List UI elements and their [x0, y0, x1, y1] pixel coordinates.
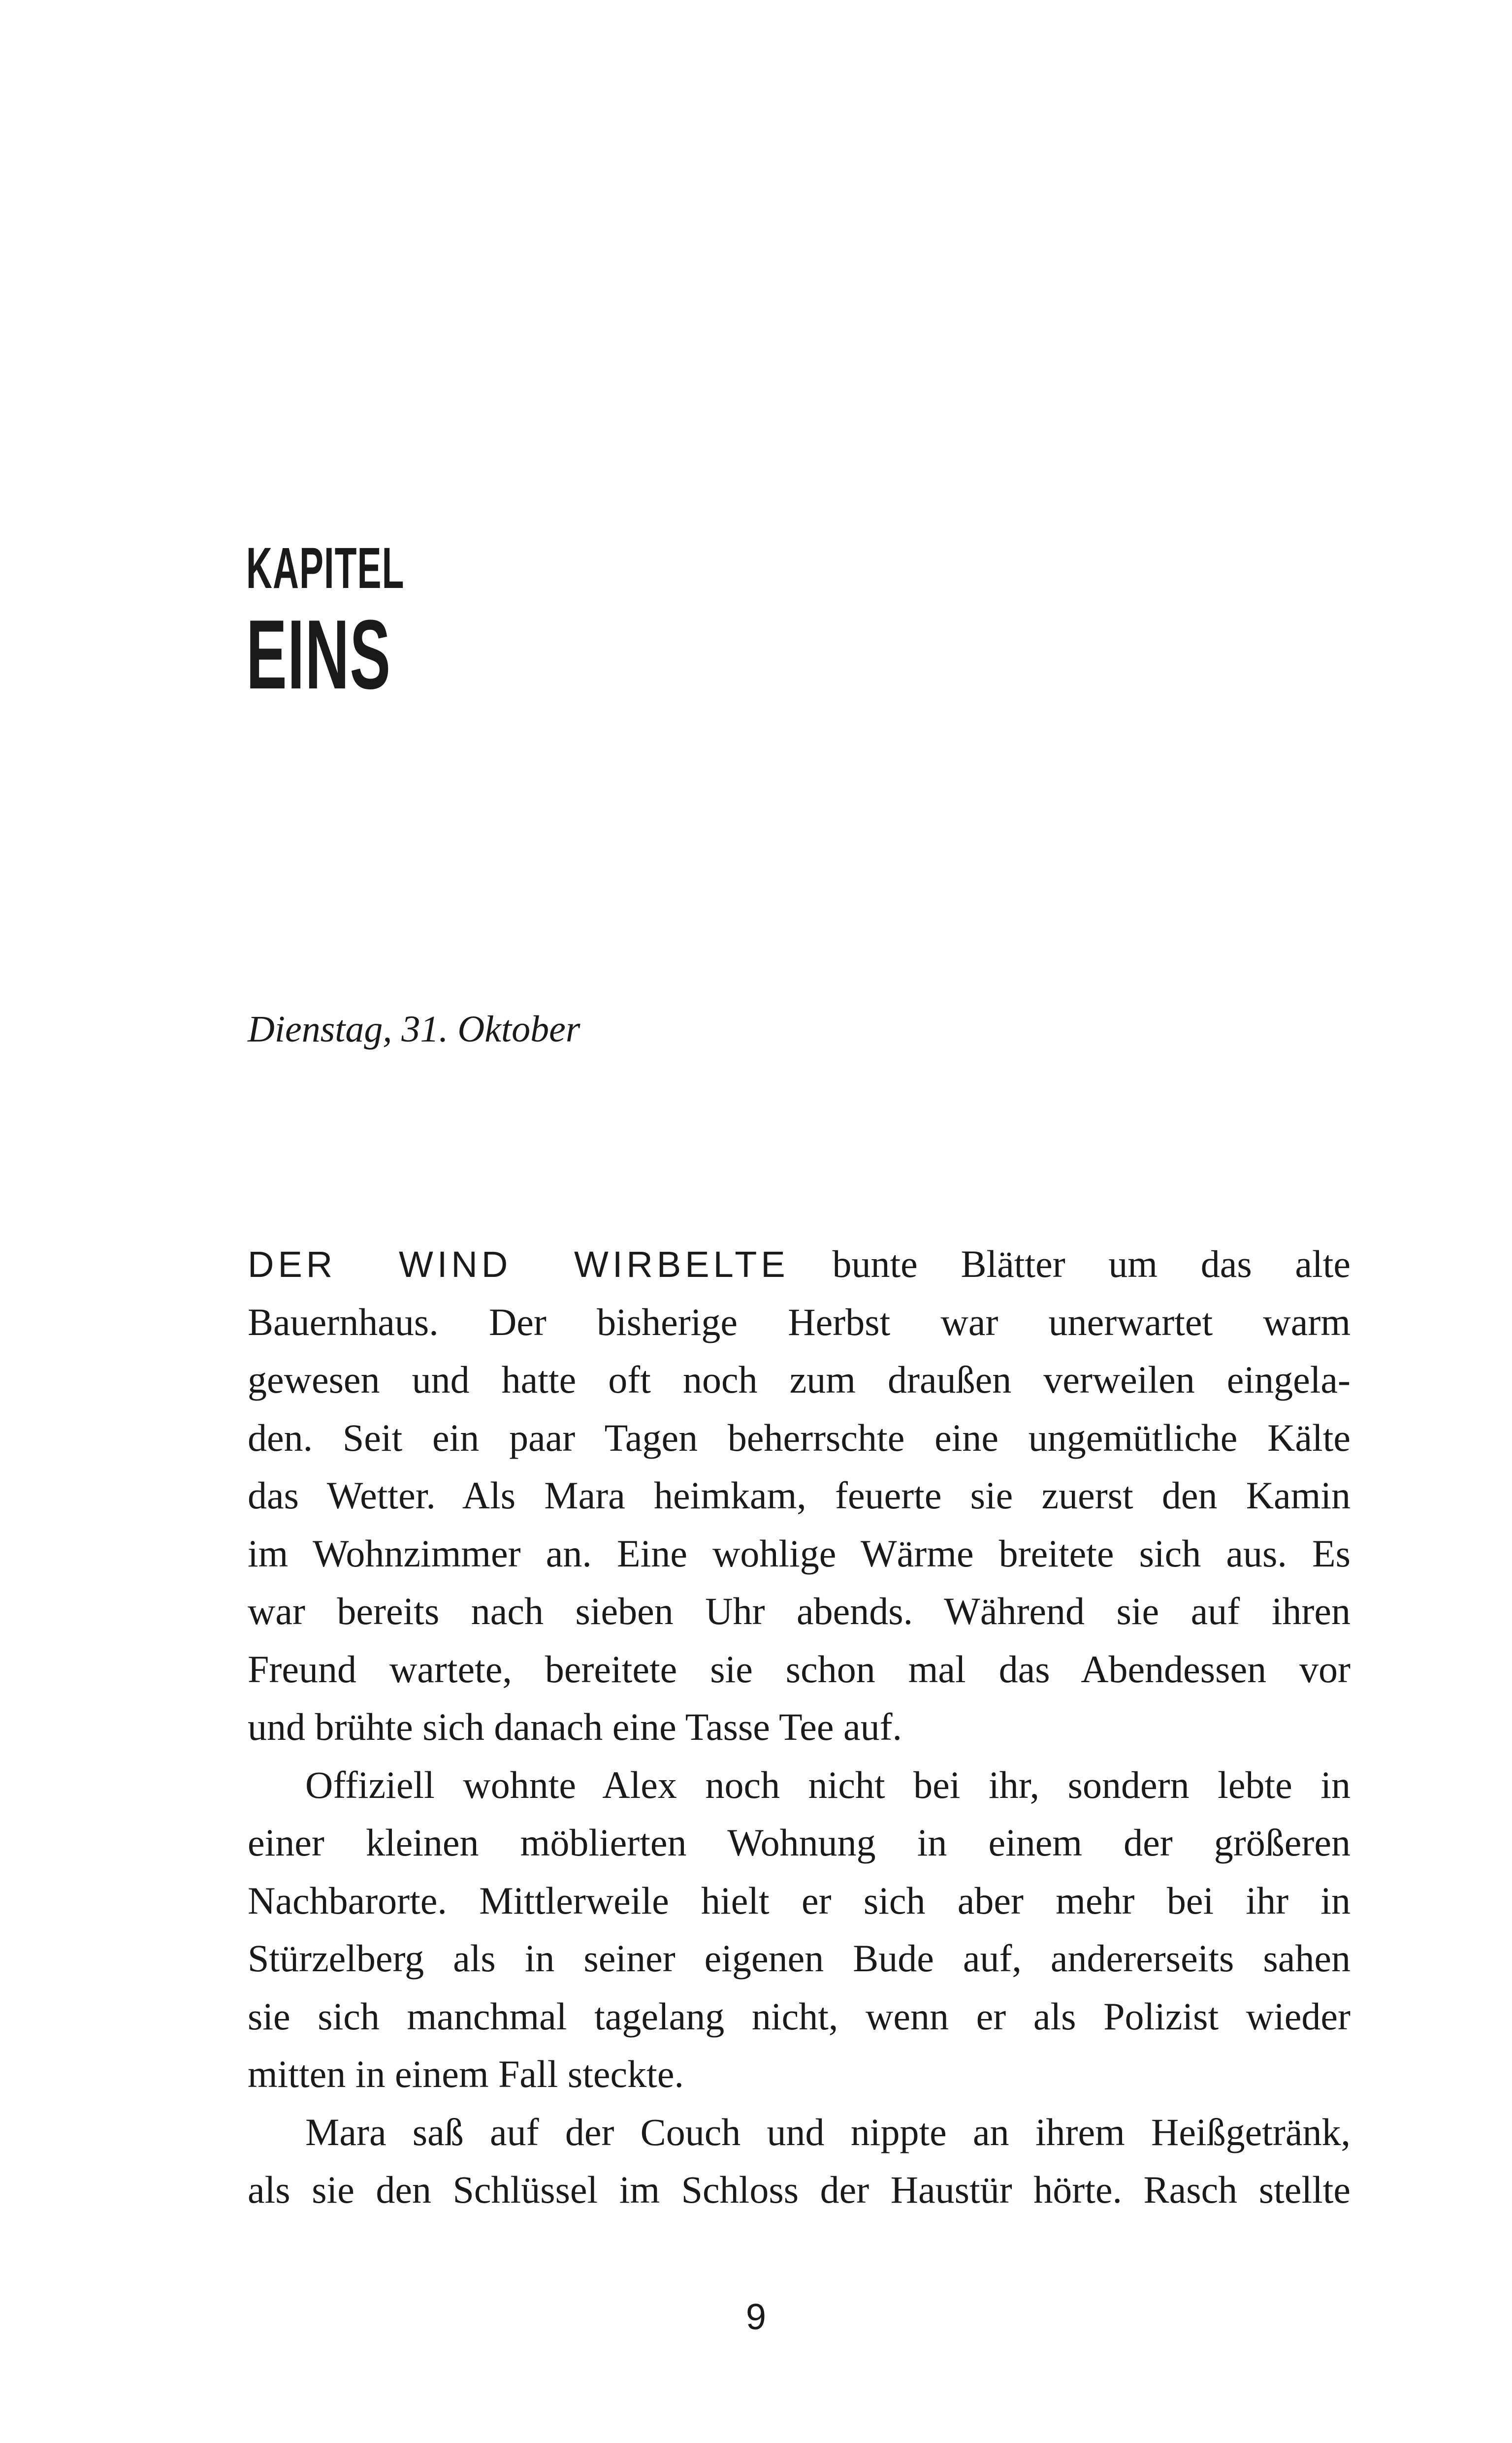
text-line: als sie den Schlüssel im Schloss der Haustür hörte. Rasch stellte — [248, 2168, 1351, 2211]
text-line: im Wohnzimmer an. Eine wohlige Wärme breitete sich aus. Es — [248, 1531, 1351, 1575]
text-line: einer kleinen möblierten Wohnung in einem der größeren — [248, 1821, 1351, 1864]
text-line: und brühte sich danach eine Tasse Tee auf. — [248, 1705, 902, 1748]
text-line: war bereits nach sieben Uhr abends. Während sie auf ihren — [248, 1590, 1351, 1632]
text-line: Freund wartete, bereitete sie schon mal das Abendessen vor — [248, 1647, 1351, 1691]
text-line: Nachbarorte. Mittlerweile hielt er sich aber mehr bei ihr in — [248, 1879, 1351, 1922]
lead-in: DER WIND WIRBELTE — [248, 1244, 789, 1285]
text-line: sie sich manchmal tagelang nicht, wenn er als Polizist wieder — [248, 1994, 1351, 2038]
text-line — [248, 1235, 1351, 1293]
body-text — [248, 1235, 1351, 2219]
text-line: Stürzelberg als in seiner eigenen Bude auf, andererseits sahen — [248, 1937, 1351, 1980]
page-number: 9 — [745, 2296, 767, 2337]
text-line: Mara saß auf der Couch und nippte an ihrem Heißgetränk, — [305, 2110, 1351, 2153]
chapter-number: EINS — [246, 600, 391, 710]
text-line: mitten in einem Fall steckte. — [248, 2052, 684, 2095]
text-line: den. Seit ein paar Tagen beherrschte eine ungemütliche Kälte — [248, 1416, 1351, 1459]
text-line: Offiziell wohnte Alex noch nicht bei ihr, sondern lebte in — [305, 1763, 1351, 1806]
text-line: gewesen und hatte oft noch zum draußen verweilen eingela- — [248, 1358, 1351, 1401]
text-line-content: bunte Blätter um das alte — [832, 1242, 1351, 1285]
dateline: Dienstag, 31. Oktober — [248, 1009, 580, 1050]
text-line: das Wetter. Als Mara heimkam, feuerte sie zuerst den Kamin — [248, 1474, 1351, 1517]
text-line: Bauernhaus. Der bisherige Herbst war unerwartet warm — [248, 1300, 1351, 1343]
chapter-label: KAPITEL — [246, 536, 405, 601]
